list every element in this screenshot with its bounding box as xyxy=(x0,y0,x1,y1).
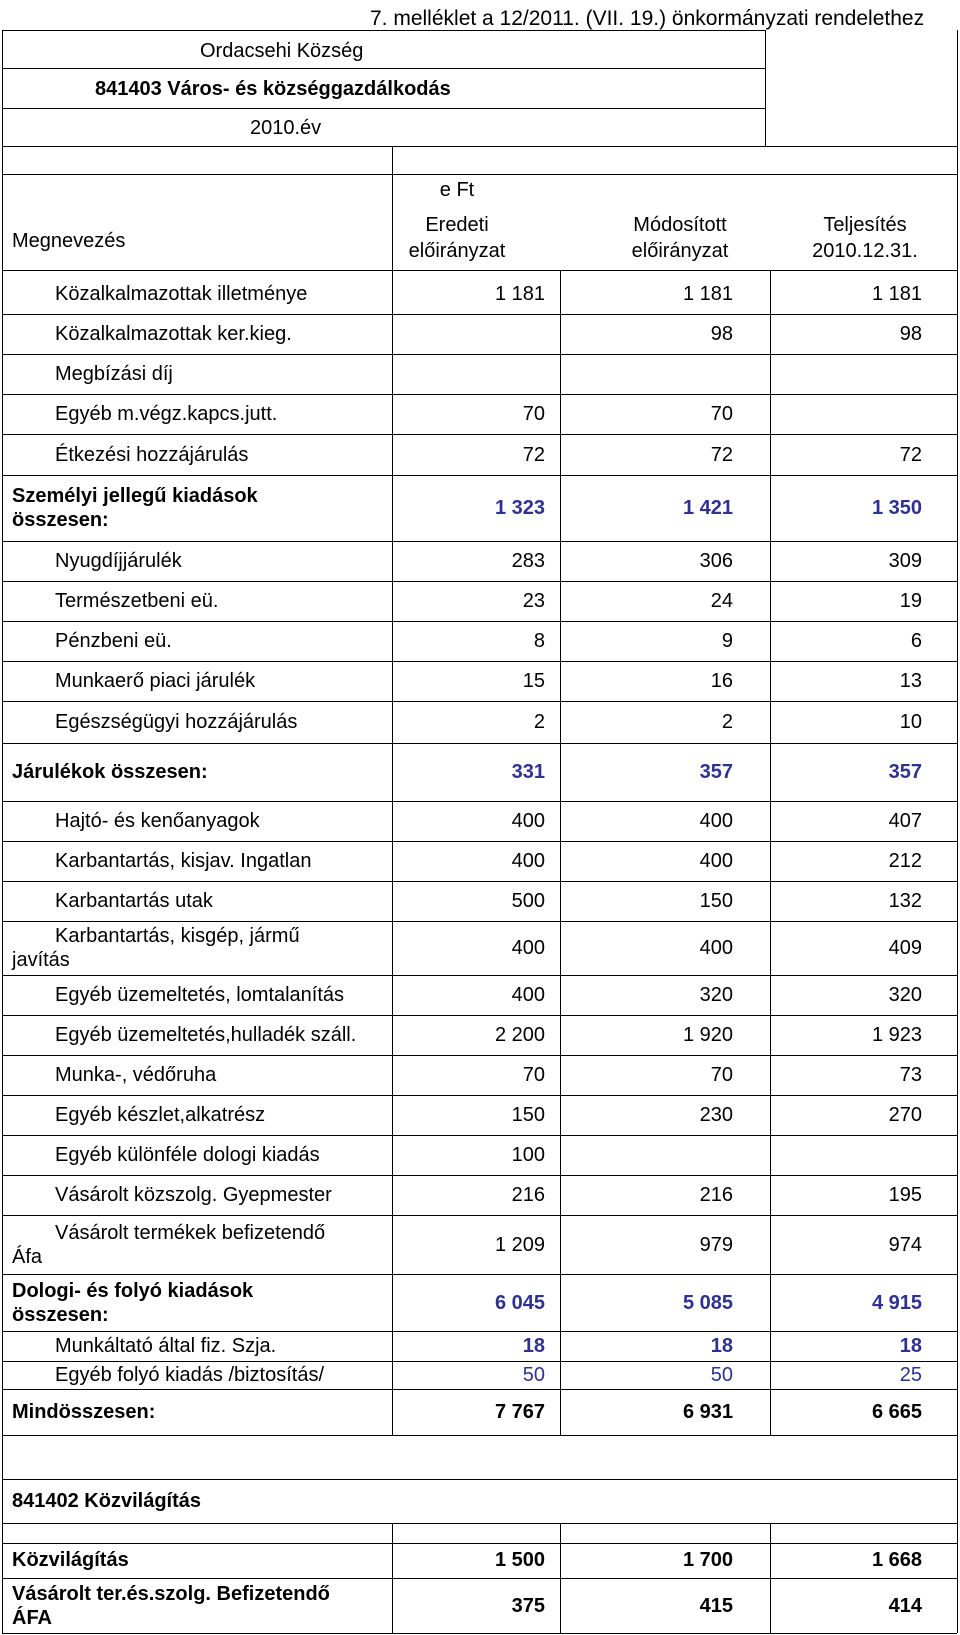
grid-line xyxy=(2,701,957,702)
row-label: Karbantartás, kisgép, jármű javítás xyxy=(12,925,300,971)
row-label: Megbízási díj xyxy=(55,363,173,385)
modified-value: 16 xyxy=(710,670,733,692)
grid-line xyxy=(770,270,771,1435)
grid-line xyxy=(2,174,957,175)
modified-value: 400 xyxy=(699,937,733,959)
grid-line xyxy=(2,621,957,622)
grid-line xyxy=(2,270,957,271)
row-label: Egyéb készlet,alkatrész xyxy=(55,1104,266,1126)
actual-value xyxy=(760,354,922,394)
modified-value xyxy=(560,1135,733,1175)
grid-line xyxy=(2,1361,957,1362)
grid-line xyxy=(2,1435,957,1436)
grid-line xyxy=(2,1135,957,1136)
actual-value: 407 xyxy=(888,810,922,832)
grid-line xyxy=(2,475,957,476)
column-header-actual-line1: Teljesítés xyxy=(823,214,907,236)
modified-value: 70 xyxy=(710,403,733,425)
modified-value: 1 700 xyxy=(682,1549,733,1571)
actual-value: 212 xyxy=(888,850,922,872)
grid-line xyxy=(2,68,765,69)
section2-title: 841402 Közvilágítás xyxy=(12,1490,201,1512)
actual-value: 409 xyxy=(888,937,922,959)
modified-value: 2 xyxy=(721,711,733,733)
actual-value: 72 xyxy=(899,443,922,466)
grid-line xyxy=(770,1523,771,1633)
original-value: 400 xyxy=(511,984,545,1006)
column-header-modified-line1: Módosított xyxy=(633,214,727,236)
grid-line xyxy=(2,743,957,744)
grid-line xyxy=(765,30,766,146)
grid-line xyxy=(2,30,765,31)
grid-line xyxy=(2,921,957,922)
row-label: Közalkalmazottak illetménye xyxy=(55,283,308,305)
grid-line xyxy=(957,30,958,1633)
section-title: 841403 Város- és községgazdálkodás xyxy=(95,78,451,100)
grid-line xyxy=(2,108,765,109)
original-value: 7 767 xyxy=(494,1401,545,1423)
grid-line xyxy=(2,1274,957,1275)
modified-value: 400 xyxy=(699,810,733,832)
row-label: Munkáltató által fiz. Szja. xyxy=(55,1335,277,1357)
actual-value: 18 xyxy=(899,1335,922,1357)
grid-line xyxy=(392,146,393,270)
row-label: Munkaerő piaci járulék xyxy=(55,670,256,692)
grid-line xyxy=(2,1578,957,1579)
modified-value: 400 xyxy=(699,850,733,872)
modified-value: 24 xyxy=(710,590,733,612)
grid-line xyxy=(2,661,957,662)
original-value: 23 xyxy=(522,590,545,612)
actual-value: 4 915 xyxy=(871,1291,922,1314)
grid-line xyxy=(560,270,561,1435)
modified-value: 230 xyxy=(699,1104,733,1126)
grid-line xyxy=(2,434,957,435)
actual-value: 25 xyxy=(899,1364,922,1386)
modified-value: 1 421 xyxy=(682,497,733,519)
actual-value: 1 350 xyxy=(871,497,922,519)
grid-line xyxy=(392,270,393,1435)
original-value: 6 045 xyxy=(494,1291,545,1314)
modified-value: 9 xyxy=(721,630,733,652)
actual-value: 309 xyxy=(888,550,922,572)
year-label: 2010.év xyxy=(250,117,322,139)
grid-line xyxy=(2,354,957,355)
original-value: 375 xyxy=(511,1595,545,1617)
row-label: Vásárolt ter.és.szolg. Befizetendő ÁFA xyxy=(12,1583,330,1629)
modified-value: 50 xyxy=(710,1364,733,1386)
actual-value: 132 xyxy=(888,890,922,912)
actual-value xyxy=(760,1135,922,1175)
row-label: Személyi jellegű kiadások összesen: xyxy=(12,485,258,531)
actual-value: 320 xyxy=(888,984,922,1006)
row-label: Dologi- és folyó kiadások összesen: xyxy=(12,1279,254,1326)
original-value: 400 xyxy=(511,810,545,832)
modified-value: 357 xyxy=(699,761,733,783)
row-label: Egyéb folyó kiadás /biztosítás/ xyxy=(55,1364,325,1386)
actual-value: 19 xyxy=(899,590,922,612)
row-label: Egyéb üzemeltetés,hulladék száll. xyxy=(55,1024,357,1046)
original-value: 18 xyxy=(522,1335,545,1357)
original-value: 1 209 xyxy=(494,1233,545,1256)
column-header-modified-line2: előirányzat xyxy=(631,240,729,262)
modified-value: 18 xyxy=(710,1335,733,1357)
actual-value: 73 xyxy=(899,1064,922,1086)
grid-line xyxy=(2,1479,957,1480)
grid-line xyxy=(2,1389,957,1390)
actual-value: 974 xyxy=(888,1233,922,1256)
row-label: Egészségügyi hozzájárulás xyxy=(55,711,298,733)
row-label: Egyéb üzemeltetés, lomtalanítás xyxy=(55,984,345,1006)
grid-line xyxy=(2,1523,957,1524)
original-value: 2 200 xyxy=(494,1024,545,1046)
row-label: Egyéb különféle dologi kiadás xyxy=(55,1144,320,1166)
row-label: Egyéb m.végz.kapcs.jutt. xyxy=(55,403,278,425)
modified-value: 1 920 xyxy=(682,1024,733,1046)
modified-value: 320 xyxy=(699,984,733,1006)
grid-line xyxy=(2,1095,957,1096)
column-header-original-line2: előirányzat xyxy=(408,240,506,262)
original-value: 400 xyxy=(511,850,545,872)
actual-value: 270 xyxy=(888,1104,922,1126)
actual-value: 1 181 xyxy=(871,283,922,305)
unit-label: e Ft xyxy=(439,179,475,201)
grid-line xyxy=(2,1331,957,1332)
actual-value: 1 668 xyxy=(871,1549,922,1571)
grid-line xyxy=(560,1523,561,1633)
modified-value: 72 xyxy=(710,443,733,466)
modified-value xyxy=(560,354,733,394)
row-label: Közvilágítás xyxy=(12,1549,129,1571)
modified-value: 306 xyxy=(699,550,733,572)
original-value: 283 xyxy=(511,550,545,572)
actual-value: 6 xyxy=(910,630,922,652)
row-label: Hajtó- és kenőanyagok xyxy=(55,810,260,832)
actual-value: 13 xyxy=(899,670,922,692)
actual-value: 98 xyxy=(899,323,922,345)
original-value: 72 xyxy=(522,443,545,466)
grid-line xyxy=(392,1523,393,1633)
grid-line xyxy=(2,1175,957,1176)
modified-value: 216 xyxy=(699,1184,733,1206)
original-value: 1 323 xyxy=(494,497,545,519)
actual-value: 6 665 xyxy=(871,1401,922,1423)
modified-value: 1 181 xyxy=(682,283,733,305)
grid-line xyxy=(2,975,957,976)
modified-value: 415 xyxy=(699,1595,733,1617)
original-value: 2 xyxy=(533,711,545,733)
modified-value: 979 xyxy=(699,1233,733,1256)
grid-line xyxy=(2,841,957,842)
original-value: 500 xyxy=(511,890,545,912)
grid-line xyxy=(2,541,957,542)
modified-value: 98 xyxy=(710,323,733,345)
original-value: 70 xyxy=(522,403,545,425)
original-value: 400 xyxy=(511,937,545,959)
grid-line xyxy=(2,881,957,882)
actual-value: 357 xyxy=(888,761,922,783)
row-label: Karbantartás utak xyxy=(55,890,213,912)
original-value: 1 500 xyxy=(494,1549,545,1571)
row-label: Járulékok összesen: xyxy=(12,761,208,783)
row-label: Nyugdíjjárulék xyxy=(55,550,182,572)
row-label: Vásárolt közszolg. Gyepmester xyxy=(55,1184,332,1206)
original-value: 216 xyxy=(511,1184,545,1206)
original-value: 100 xyxy=(511,1144,545,1166)
modified-value: 150 xyxy=(699,890,733,912)
row-label: Karbantartás, kisjav. Ingatlan xyxy=(55,850,312,872)
row-label: Természetbeni eü. xyxy=(55,590,219,612)
grid-line xyxy=(2,314,957,315)
actual-value: 195 xyxy=(888,1184,922,1206)
column-header-actual-line2: 2010.12.31. xyxy=(812,240,918,262)
grid-line xyxy=(2,394,957,395)
column-header-original-line1: Eredeti xyxy=(425,214,489,236)
grid-line xyxy=(2,1055,957,1056)
modified-value: 5 085 xyxy=(682,1291,733,1314)
actual-value: 414 xyxy=(888,1595,922,1617)
row-label: Étkezési hozzájárulás xyxy=(55,443,249,466)
grid-line xyxy=(2,146,957,147)
row-label: Vásárolt termékek befizetendő Áfa xyxy=(12,1221,326,1268)
grid-line xyxy=(2,1015,957,1016)
original-value: 331 xyxy=(511,761,545,783)
grid-line xyxy=(2,1215,957,1216)
original-value xyxy=(392,354,545,394)
original-value: 1 181 xyxy=(494,283,545,305)
modified-value: 6 931 xyxy=(682,1401,733,1423)
modified-value: 70 xyxy=(710,1064,733,1086)
row-label: Mindösszesen: xyxy=(12,1401,156,1423)
grid-line xyxy=(2,1633,957,1634)
grid-line xyxy=(2,1543,957,1544)
grid-line xyxy=(2,801,957,802)
original-value: 8 xyxy=(533,630,545,652)
annex-title: 7. melléklet a 12/2011. (VII. 19.) önkormányzati rendelethez xyxy=(370,7,925,30)
municipality-name: Ordacsehi Község xyxy=(200,40,364,62)
original-value: 50 xyxy=(522,1364,545,1386)
original-value xyxy=(392,314,545,354)
row-label: Pénzbeni eü. xyxy=(55,630,172,652)
actual-value xyxy=(760,394,922,434)
grid-line xyxy=(2,581,957,582)
column-header-name: Megnevezés xyxy=(12,230,126,252)
actual-value: 10 xyxy=(899,711,922,733)
row-label: Munka-, védőruha xyxy=(55,1064,217,1086)
actual-value: 1 923 xyxy=(871,1024,922,1046)
original-value: 15 xyxy=(522,670,545,692)
original-value: 150 xyxy=(511,1104,545,1126)
original-value: 70 xyxy=(522,1064,545,1086)
row-label: Közalkalmazottak ker.kieg. xyxy=(55,323,292,345)
